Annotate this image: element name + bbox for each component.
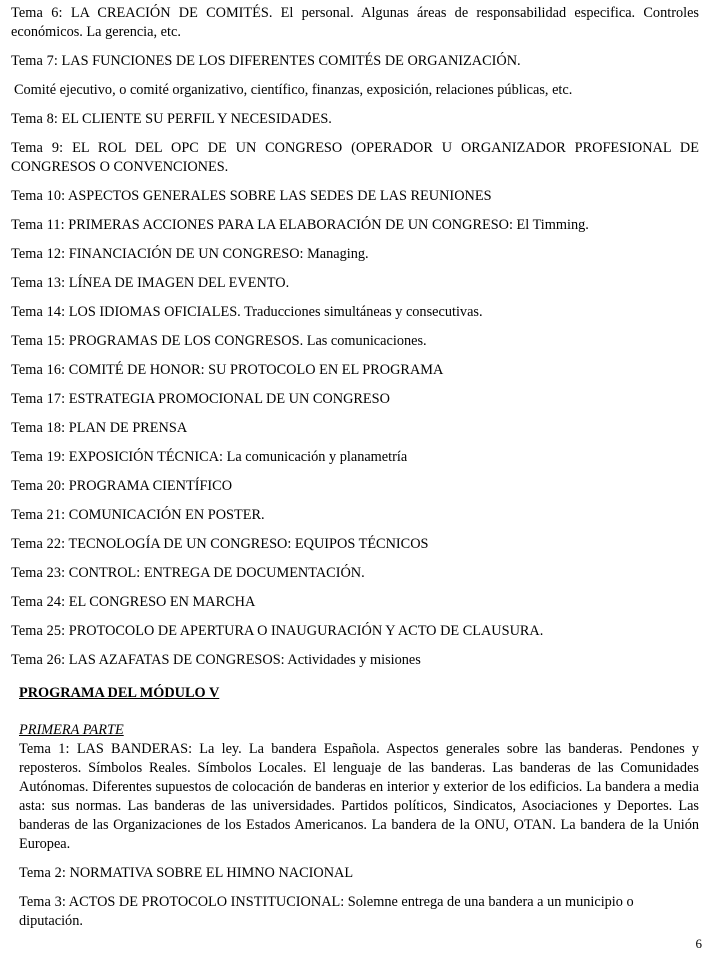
topic-item [19,740,699,854]
topic-text: COMITÉ DE HONOR: SU PROTOCOLO EN EL PROGRAMA [68,362,444,378]
topic-text: LAS FUNCIONES DE LOS DIFERENTES COMITÉS DE ORGANIZACIÓN. [61,53,521,69]
topic-label: Tema 24: [11,594,66,610]
topic-text: PROTOCOLO DE APERTURA O INAUGURACIÓN Y ACTO DE CLAUSURA. [68,623,544,639]
topic-item [11,216,699,235]
topic-item [11,361,699,380]
topic-label: Tema 13: [11,275,66,291]
topic-item [11,303,699,322]
topic-label: Tema 12: [11,246,66,262]
topic-item [11,245,699,264]
topic-text: PROGRAMA CIENTÍFICO [68,478,233,494]
topic-item [11,448,699,467]
topic-label: Tema 8: [11,111,58,127]
topic-text: Comité ejecutivo, o comité organizativo, científico, finanzas, exposición, relaciones públicas, etc. [14,82,573,98]
topic-label: Tema 26: [11,652,66,668]
topic-text: ASPECTOS GENERALES SOBRE LAS SEDES DE LAS REUNIONES [68,188,492,204]
topic-label: Tema 25: [11,623,66,639]
topic-text: ACTOS DE PROTOCOLO INSTITUCIONAL: Solemne entrega de una bandera a un municipio o diputación. [19,894,634,929]
topic-text: EL CLIENTE SU PERFIL Y NECESIDADES. [61,111,332,127]
part-title: PRIMERA PARTE [19,722,124,738]
topic-label: Tema 15: [11,333,66,349]
topic-label: Tema 18: [11,420,66,436]
topic-label: Tema 10: [11,188,66,204]
page-number: 6 [695,936,702,951]
topic-text: LAS AZAFATAS DE CONGRESOS: Actividades y misiones [68,652,421,668]
topic-text: EL CONGRESO EN MARCHA [68,594,256,610]
topic-item [11,477,699,496]
topic-text: PROGRAMAS DE LOS CONGRESOS. Las comunicaciones. [68,333,427,349]
topic-label: Tema 20: [11,478,66,494]
topic-label: Tema 22: [11,536,66,552]
topic-item [11,390,699,409]
topic-label: Tema 6: [11,5,63,21]
topic-label: Tema 3: [19,894,66,910]
topic-label: Tema 17: [11,391,66,407]
topic-text: ESTRATEGIA PROMOCIONAL DE UN CONGRESO [68,391,390,407]
topic-label: Tema 23: [11,565,66,581]
topic-text: LAS BANDERAS: La ley. La bandera Española. Aspectos generales sobre las banderas. Pendones y reposteros. Símbolos Reales. Símbolos Locales. El lenguaje de las banderas. Las banderas de las Comunidades Autónomas. Diferentes supuestos de colocación de banderas en interior y exterior de los edificios. La bandera a media asta: sus normas. Las banderas de las universidades. Partidos políticos, Sindicatos, Asociaciones y Deportes. Las banderas de las Organizaciones de los Estados Americanos. La bandera de la ONU, OTAN. La bandera de la Unión Europea. [19,741,699,852]
topic-label: Tema 2: [19,865,66,881]
topic-item [11,564,699,583]
topic-text: PRIMERAS ACCIONES PARA LA ELABORACIÓN DE UN CONGRESO: El Timming. [68,217,589,233]
topic-label: Tema 21: [11,507,66,523]
topic-item [19,864,699,883]
topic-item [11,187,699,206]
topic-text: EL ROL DEL OPC DE UN CONGRESO (OPERADOR U ORGANIZADOR PROFESIONAL DE CONGRESOS O CONVENCIONES. [11,140,699,175]
topic-item [11,419,699,438]
topics-list-module-v [11,740,699,931]
topic-item [11,274,699,293]
topic-item [19,893,699,931]
topic-item [11,593,699,612]
topic-text: COMUNICACIÓN EN POSTER. [68,507,265,523]
topic-item [11,332,699,351]
topic-item [11,52,699,71]
topic-text: FINANCIACIÓN DE UN CONGRESO: Managing. [68,246,369,262]
topic-item [11,651,699,670]
module-heading: PROGRAMA DEL MÓDULO V [19,685,220,701]
topic-text: CONTROL: ENTREGA DE DOCUMENTACIÓN. [68,565,365,581]
topic-text: EXPOSICIÓN TÉCNICA: La comunicación y planametría [68,449,408,465]
topic-item [11,506,699,525]
topic-label: Tema 7: [11,53,58,69]
topic-text: NORMATIVA SOBRE EL HIMNO NACIONAL [69,865,354,881]
topic-text: LA CREACIÓN DE COMITÉS. El personal. Algunas áreas de responsabilidad especifica. Controles económicos. La gerencia, etc. [11,5,699,40]
topic-text: TECNOLOGÍA DE UN CONGRESO: EQUIPOS TÉCNICOS [68,536,429,552]
topic-text: LÍNEA DE IMAGEN DEL EVENTO. [68,275,290,291]
topic-label: Tema 9: [11,140,64,156]
topic-label: Tema 14: [11,304,66,320]
topic-item [11,622,699,641]
topic-label: Tema 16: [11,362,66,378]
topic-item [11,110,699,129]
topic-label: Tema 1: [19,741,70,757]
topic-label: Tema 19: [11,449,66,465]
topic-item [11,535,699,554]
topic-item [11,4,699,42]
document-page [11,4,699,941]
topic-label: Tema 11: [11,217,65,233]
topic-item [11,81,699,100]
topic-item [11,139,699,177]
topic-text: LOS IDIOMAS OFICIALES. Traducciones simultáneas y consecutivas. [68,304,483,320]
topic-text: PLAN DE PRENSA [68,420,188,436]
topics-list-module-iv [11,4,699,670]
